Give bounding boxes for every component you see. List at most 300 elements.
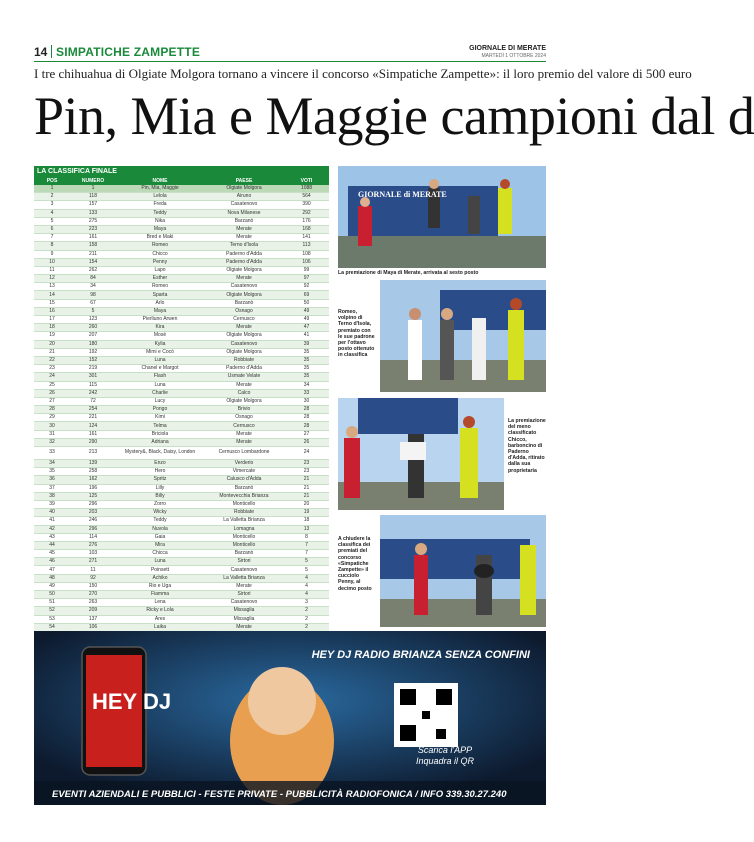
table-row bbox=[34, 381, 329, 389]
table-cell: Penny bbox=[116, 258, 204, 266]
table-cell: 161 bbox=[70, 234, 116, 242]
table-cell: 2 bbox=[284, 607, 329, 615]
table-body bbox=[34, 185, 329, 664]
table-row bbox=[34, 468, 329, 476]
table-cell: 262 bbox=[70, 266, 116, 274]
column-header: POS bbox=[34, 177, 70, 185]
table-cell: 97 bbox=[284, 275, 329, 283]
table-cell: 158 bbox=[70, 242, 116, 250]
table-cell: 21 bbox=[284, 484, 329, 492]
table-cell: 99 bbox=[284, 266, 329, 274]
table-cell: Olgiate Molgora bbox=[204, 185, 284, 193]
table-cell: Lena bbox=[116, 599, 204, 607]
table-cell: 50 bbox=[34, 591, 70, 599]
column-header: NOME bbox=[116, 177, 204, 185]
table-cell: 196 bbox=[70, 484, 116, 492]
table-cell: Ares bbox=[116, 615, 204, 623]
radio-advertisement bbox=[34, 631, 546, 805]
table-cell: Lapo bbox=[116, 266, 204, 274]
table-cell: Maya bbox=[116, 307, 204, 315]
table-cell: 72 bbox=[70, 397, 116, 405]
table-cell: 47 bbox=[34, 566, 70, 574]
table-cell: 113 bbox=[284, 242, 329, 250]
table-cell: 23 bbox=[34, 365, 70, 373]
table-cell: Chanel e Margot bbox=[116, 365, 204, 373]
table-cell: 34 bbox=[34, 460, 70, 468]
table-cell: 296 bbox=[70, 500, 116, 508]
column-header: PAESE bbox=[204, 177, 284, 185]
table-cell: Bred e Maki bbox=[116, 234, 204, 242]
table-cell: Merate bbox=[204, 225, 284, 233]
table-row bbox=[34, 430, 329, 438]
caption-romeo: Romeo, volpino di Terno d'Isola, premiato con le sue padrone per l'ottavo posto ottenuto in classifica bbox=[338, 309, 375, 359]
table-cell: 48 bbox=[34, 574, 70, 582]
table-row bbox=[34, 316, 329, 324]
table-cell: 46 bbox=[34, 558, 70, 566]
table-cell: Arlo bbox=[116, 299, 204, 307]
table-cell: 23 bbox=[284, 468, 329, 476]
table-cell: 246 bbox=[70, 517, 116, 525]
table-cell: 53 bbox=[34, 615, 70, 623]
table-row bbox=[34, 476, 329, 484]
table-cell: Wicky bbox=[116, 509, 204, 517]
table-row bbox=[34, 500, 329, 508]
table-cell: 123 bbox=[70, 316, 116, 324]
table-cell: 258 bbox=[70, 468, 116, 476]
table-cell: 161 bbox=[70, 430, 116, 438]
table-cell: Olgiate Molgora bbox=[204, 291, 284, 299]
table-cell: 5 bbox=[284, 566, 329, 574]
table-cell: 207 bbox=[70, 332, 116, 340]
photo-romeo bbox=[380, 280, 546, 392]
table-cell: 242 bbox=[70, 389, 116, 397]
table-cell: Telma bbox=[116, 422, 204, 430]
table-cell: 2 bbox=[34, 193, 70, 201]
table-cell: 108 bbox=[284, 250, 329, 258]
table-cell: 39 bbox=[34, 500, 70, 508]
table-row bbox=[34, 414, 329, 422]
table-cell: Briciola bbox=[116, 430, 204, 438]
table-cell: Lelola bbox=[116, 193, 204, 201]
table-cell: Charlie bbox=[116, 389, 204, 397]
table-cell: 43 bbox=[34, 533, 70, 541]
table-cell: 11 bbox=[70, 566, 116, 574]
table-cell: 219 bbox=[70, 365, 116, 373]
table-cell: Paderno d'Adda bbox=[204, 258, 284, 266]
table-cell: Casatenovo bbox=[204, 201, 284, 209]
table-cell: 106 bbox=[70, 623, 116, 631]
table-cell: 15 bbox=[34, 299, 70, 307]
issue-date: MARTEDÌ 1 OTTOBRE 2024 bbox=[481, 53, 546, 59]
table-row bbox=[34, 307, 329, 315]
table-cell: 26 bbox=[284, 438, 329, 446]
table-row bbox=[34, 185, 329, 193]
table-cell: 263 bbox=[70, 599, 116, 607]
table-cell: 296 bbox=[70, 525, 116, 533]
table-cell: 211 bbox=[70, 250, 116, 258]
table-cell: 39 bbox=[284, 340, 329, 348]
table-cell: 162 bbox=[70, 476, 116, 484]
ranking-table bbox=[34, 177, 329, 665]
caption-penny: A chiudere la classifica dei premiati del concorso «Simpatiche Zampette» il cucciolo Penny, al decimo posto bbox=[338, 536, 372, 592]
table-cell: 192 bbox=[70, 348, 116, 356]
table-row bbox=[34, 582, 329, 590]
table-cell: 106 bbox=[284, 258, 329, 266]
table-cell: 180 bbox=[70, 340, 116, 348]
table-cell: Teddy bbox=[116, 517, 204, 525]
table-cell: 24 bbox=[284, 447, 329, 460]
table-cell: 18 bbox=[34, 324, 70, 332]
table-cell: 44 bbox=[34, 541, 70, 549]
table-cell: Chicca bbox=[116, 550, 204, 558]
table-row bbox=[34, 299, 329, 307]
table-cell: 67 bbox=[70, 299, 116, 307]
table-cell: Usmate Velate bbox=[204, 373, 284, 381]
photo-penny bbox=[380, 515, 546, 627]
table-cell: Monticello bbox=[204, 500, 284, 508]
table-cell: 209 bbox=[70, 607, 116, 615]
table-row bbox=[34, 225, 329, 233]
photo-chicco bbox=[338, 398, 504, 510]
table-cell: Robbiate bbox=[204, 356, 284, 364]
table-row bbox=[34, 266, 329, 274]
table-cell: Billy bbox=[116, 492, 204, 500]
table-cell: Barzanò bbox=[204, 217, 284, 225]
table-cell: Missaglia bbox=[204, 607, 284, 615]
table-cell: Mira bbox=[116, 541, 204, 549]
header-rule bbox=[34, 61, 546, 62]
table-cell: Casatenovo bbox=[204, 599, 284, 607]
column-header: VOTI bbox=[284, 177, 329, 185]
photo-banner-text: GIORNALE di MERATE bbox=[358, 190, 447, 199]
table-cell: 154 bbox=[70, 258, 116, 266]
table-cell: 1 bbox=[70, 185, 116, 193]
paper-name: GIORNALE DI MERATE bbox=[469, 45, 546, 52]
table-row bbox=[34, 258, 329, 266]
table-cell: Terno d'Isola bbox=[204, 242, 284, 250]
table-cell: 92 bbox=[284, 283, 329, 291]
table-cell: 35 bbox=[284, 373, 329, 381]
table-cell: 168 bbox=[284, 225, 329, 233]
table-cell: 203 bbox=[70, 509, 116, 517]
table-cell: Calusco d'Adda bbox=[204, 476, 284, 484]
table-row bbox=[34, 517, 329, 525]
table-cell: Esther bbox=[116, 275, 204, 283]
table-cell: Cernusco bbox=[204, 316, 284, 324]
table-cell: Merate bbox=[204, 623, 284, 631]
table-cell: Enzo bbox=[116, 460, 204, 468]
table-cell: 34 bbox=[70, 283, 116, 291]
table-cell: Casatenovo bbox=[204, 283, 284, 291]
table-cell: 9 bbox=[34, 250, 70, 258]
table-cell: 152 bbox=[70, 356, 116, 364]
table-cell: Romeo bbox=[116, 242, 204, 250]
table-cell: 114 bbox=[70, 533, 116, 541]
table-cell: Freda bbox=[116, 201, 204, 209]
table-row bbox=[34, 217, 329, 225]
table-cell: 28 bbox=[284, 422, 329, 430]
table-cell: 33 bbox=[284, 389, 329, 397]
table-row bbox=[34, 250, 329, 258]
table-cell: 2 bbox=[284, 615, 329, 623]
table-cell: Poinsett bbox=[116, 566, 204, 574]
table-cell: Airuno bbox=[204, 193, 284, 201]
table-cell: 47 bbox=[284, 324, 329, 332]
table-row bbox=[34, 550, 329, 558]
table-cell: Luna bbox=[116, 356, 204, 364]
table-cell: 28 bbox=[34, 406, 70, 414]
table-cell: 20 bbox=[284, 500, 329, 508]
table-cell: 19 bbox=[284, 509, 329, 517]
table-cell: 133 bbox=[70, 209, 116, 217]
table-row bbox=[34, 365, 329, 373]
table-cell: Merate bbox=[204, 438, 284, 446]
table-cell: Kimi bbox=[116, 414, 204, 422]
table-cell: 49 bbox=[284, 316, 329, 324]
table-cell: 35 bbox=[284, 356, 329, 364]
table-row bbox=[34, 348, 329, 356]
table-row bbox=[34, 193, 329, 201]
table-row bbox=[34, 422, 329, 430]
table-row bbox=[34, 541, 329, 549]
table-cell: Monticello bbox=[204, 533, 284, 541]
table-cell: Nuvola bbox=[116, 525, 204, 533]
table-cell: Vimercate bbox=[204, 468, 284, 476]
table-cell: 17 bbox=[34, 316, 70, 324]
table-row bbox=[34, 242, 329, 250]
table-cell: Mosè bbox=[116, 332, 204, 340]
table-header-row bbox=[34, 177, 329, 185]
caption-maya: La premiazione di Maya di Merate, arrivata al sesto posto bbox=[338, 270, 479, 276]
table-cell: 271 bbox=[70, 558, 116, 566]
table-cell: 118 bbox=[70, 193, 116, 201]
table-cell: Luna bbox=[116, 558, 204, 566]
table-cell: Pin, Mia, Maggie bbox=[116, 185, 204, 193]
table-cell: Lomagna bbox=[204, 525, 284, 533]
table-cell: Merate bbox=[204, 381, 284, 389]
table-row bbox=[34, 533, 329, 541]
table-cell: 141 bbox=[284, 234, 329, 242]
ad-bottom-line: EVENTI AZIENDALI E PUBBLICI - FESTE PRIVATE - PUBBLICITÀ RADIOFONICA / INFO 339.30.27.240 bbox=[52, 789, 507, 800]
table-cell: 49 bbox=[284, 307, 329, 315]
table-cell: 213 bbox=[70, 447, 116, 460]
table-row bbox=[34, 484, 329, 492]
table-cell: 22 bbox=[34, 356, 70, 364]
table-cell: Barzanò bbox=[204, 299, 284, 307]
table-row bbox=[34, 566, 329, 574]
table-cell: 50 bbox=[284, 299, 329, 307]
table-row bbox=[34, 209, 329, 217]
table-cell: Monticello bbox=[204, 541, 284, 549]
table-cell: 4 bbox=[284, 582, 329, 590]
table-cell: 176 bbox=[284, 217, 329, 225]
article-headline: Pin, Mia e Maggie campioni dal d bbox=[34, 86, 754, 146]
table-row bbox=[34, 447, 329, 460]
table-cell: Fiamma bbox=[116, 591, 204, 599]
table-cell: 1 bbox=[34, 185, 70, 193]
table-cell: Hero bbox=[116, 468, 204, 476]
table-cell: 38 bbox=[34, 492, 70, 500]
table-cell: 41 bbox=[284, 332, 329, 340]
table-cell: 292 bbox=[284, 209, 329, 217]
table-row bbox=[34, 599, 329, 607]
table-cell: 24 bbox=[34, 373, 70, 381]
table-cell: 35 bbox=[284, 348, 329, 356]
table-cell: 42 bbox=[34, 525, 70, 533]
table-cell: 3 bbox=[34, 201, 70, 209]
table-cell: 7 bbox=[284, 550, 329, 558]
table-cell: Mimi e Cocò bbox=[116, 348, 204, 356]
table-cell: 270 bbox=[70, 591, 116, 599]
table-cell: Pierliuno Arwen bbox=[116, 316, 204, 324]
table-cell: 13 bbox=[284, 525, 329, 533]
table-cell: Teddy bbox=[116, 209, 204, 217]
table-row bbox=[34, 291, 329, 299]
table-row bbox=[34, 389, 329, 397]
table-row bbox=[34, 397, 329, 405]
table-cell: 35 bbox=[34, 468, 70, 476]
table-row bbox=[34, 460, 329, 468]
table-cell: 254 bbox=[70, 406, 116, 414]
table-cell: 11 bbox=[34, 266, 70, 274]
table-cell: 290 bbox=[70, 438, 116, 446]
table-cell: 45 bbox=[34, 550, 70, 558]
table-cell: 21 bbox=[284, 492, 329, 500]
table-cell: 7 bbox=[34, 234, 70, 242]
table-cell: Kylia bbox=[116, 340, 204, 348]
table-row bbox=[34, 591, 329, 599]
table-cell: Flash bbox=[116, 373, 204, 381]
table-row bbox=[34, 558, 329, 566]
table-cell: Merate bbox=[204, 430, 284, 438]
ad-tagline: HEY DJ RADIO BRIANZA SENZA CONFINI bbox=[311, 649, 530, 661]
table-cell: 98 bbox=[70, 291, 116, 299]
table-row bbox=[34, 525, 329, 533]
table-cell: 41 bbox=[34, 517, 70, 525]
table-cell: Cernusco bbox=[204, 422, 284, 430]
table-cell: Romeo bbox=[116, 283, 204, 291]
table-row bbox=[34, 283, 329, 291]
table-cell: Achiko bbox=[116, 574, 204, 582]
table-cell: Sirtori bbox=[204, 591, 284, 599]
table-cell: Sirtori bbox=[204, 558, 284, 566]
table-cell: 54 bbox=[34, 623, 70, 631]
table-cell: 8 bbox=[34, 242, 70, 250]
table-cell: 26 bbox=[34, 389, 70, 397]
table-cell: Pongo bbox=[116, 406, 204, 414]
table-cell: Chicco bbox=[116, 250, 204, 258]
ad-download-text bbox=[416, 745, 474, 767]
table-cell: 16 bbox=[34, 307, 70, 315]
table-cell: Calco bbox=[204, 389, 284, 397]
table-cell: Mystery&, Black, Daisy, London bbox=[116, 447, 204, 460]
table-cell: 31 bbox=[34, 430, 70, 438]
table-cell: Robbiate bbox=[204, 509, 284, 517]
table-cell: Olgiate Molgora bbox=[204, 348, 284, 356]
table-cell: 52 bbox=[34, 607, 70, 615]
table-cell: 150 bbox=[70, 582, 116, 590]
table-cell: Spritz bbox=[116, 476, 204, 484]
table-cell: 12 bbox=[34, 275, 70, 283]
table-cell: 40 bbox=[34, 509, 70, 517]
table-cell: 5 bbox=[284, 558, 329, 566]
table-cell: 21 bbox=[284, 476, 329, 484]
table-cell: Maya bbox=[116, 225, 204, 233]
ad-scarica: Scarica l'APP bbox=[417, 745, 473, 755]
table-cell: Lilly bbox=[116, 484, 204, 492]
table-cell: 6 bbox=[34, 225, 70, 233]
table-row bbox=[34, 615, 329, 623]
table-cell: 28 bbox=[284, 414, 329, 422]
table-cell: 36 bbox=[34, 476, 70, 484]
table-cell: Merate bbox=[204, 234, 284, 242]
table-cell: Cernusco Lombardone bbox=[204, 447, 284, 460]
table-cell: 4 bbox=[284, 574, 329, 582]
table-cell: 260 bbox=[70, 324, 116, 332]
table-cell: Barzanò bbox=[204, 550, 284, 558]
table-cell: 139 bbox=[70, 460, 116, 468]
table-cell: Brivio bbox=[204, 406, 284, 414]
page-number: 14 bbox=[34, 45, 48, 59]
table-cell: 20 bbox=[34, 340, 70, 348]
table-cell: 564 bbox=[284, 193, 329, 201]
table-row bbox=[34, 406, 329, 414]
caption-chicco: La premiazione del meno classificato Chicco, barboncino di Paderno d'Adda, ritirato dalla sua proprietaria bbox=[508, 418, 546, 474]
table-cell: Missaglia bbox=[204, 615, 284, 623]
table-cell: 3 bbox=[284, 599, 329, 607]
table-cell: 4 bbox=[284, 591, 329, 599]
table-cell: Sparta bbox=[116, 291, 204, 299]
table-row bbox=[34, 332, 329, 340]
table-row bbox=[34, 492, 329, 500]
table-cell: Osnago bbox=[204, 307, 284, 315]
table-cell: 35 bbox=[284, 365, 329, 373]
table-row bbox=[34, 607, 329, 615]
table-cell: 5 bbox=[70, 307, 116, 315]
table-row bbox=[34, 234, 329, 242]
table-cell: Nika bbox=[116, 217, 204, 225]
column-header: NUMERO bbox=[70, 177, 116, 185]
table-cell: 49 bbox=[34, 582, 70, 590]
table-cell: Paderno d'Adda bbox=[204, 365, 284, 373]
table-cell: Paderno d'Adda bbox=[204, 250, 284, 258]
table-cell: Olgiate Molgora bbox=[204, 266, 284, 274]
table-cell: 84 bbox=[70, 275, 116, 283]
table-cell: 32 bbox=[34, 438, 70, 446]
photo-maya bbox=[338, 166, 546, 268]
classifica-table bbox=[34, 166, 329, 665]
ad-inquadra: Inquadra il QR bbox=[415, 756, 474, 766]
table-cell: 103 bbox=[70, 550, 116, 558]
table-row bbox=[34, 438, 329, 446]
table-cell: 275 bbox=[70, 217, 116, 225]
table-row bbox=[34, 373, 329, 381]
table-cell: Nova Milanese bbox=[204, 209, 284, 217]
classifica-title: LA CLASSIFICA FINALE bbox=[34, 166, 329, 177]
article-subhead: I tre chihuahua di Olgiate Molgora tornano a vincere il concorso «Simpatiche Zampette»: il loro premio del valore di 500 euro bbox=[34, 66, 692, 81]
table-cell: 137 bbox=[70, 615, 116, 623]
table-cell: 30 bbox=[34, 422, 70, 430]
table-cell: 390 bbox=[284, 201, 329, 209]
table-row bbox=[34, 574, 329, 582]
table-row bbox=[34, 340, 329, 348]
table-row bbox=[34, 356, 329, 364]
table-cell: 13 bbox=[34, 283, 70, 291]
table-cell: Gaia bbox=[116, 533, 204, 541]
table-cell: 69 bbox=[284, 291, 329, 299]
table-cell: Verderio bbox=[204, 460, 284, 468]
table-cell: 37 bbox=[34, 484, 70, 492]
